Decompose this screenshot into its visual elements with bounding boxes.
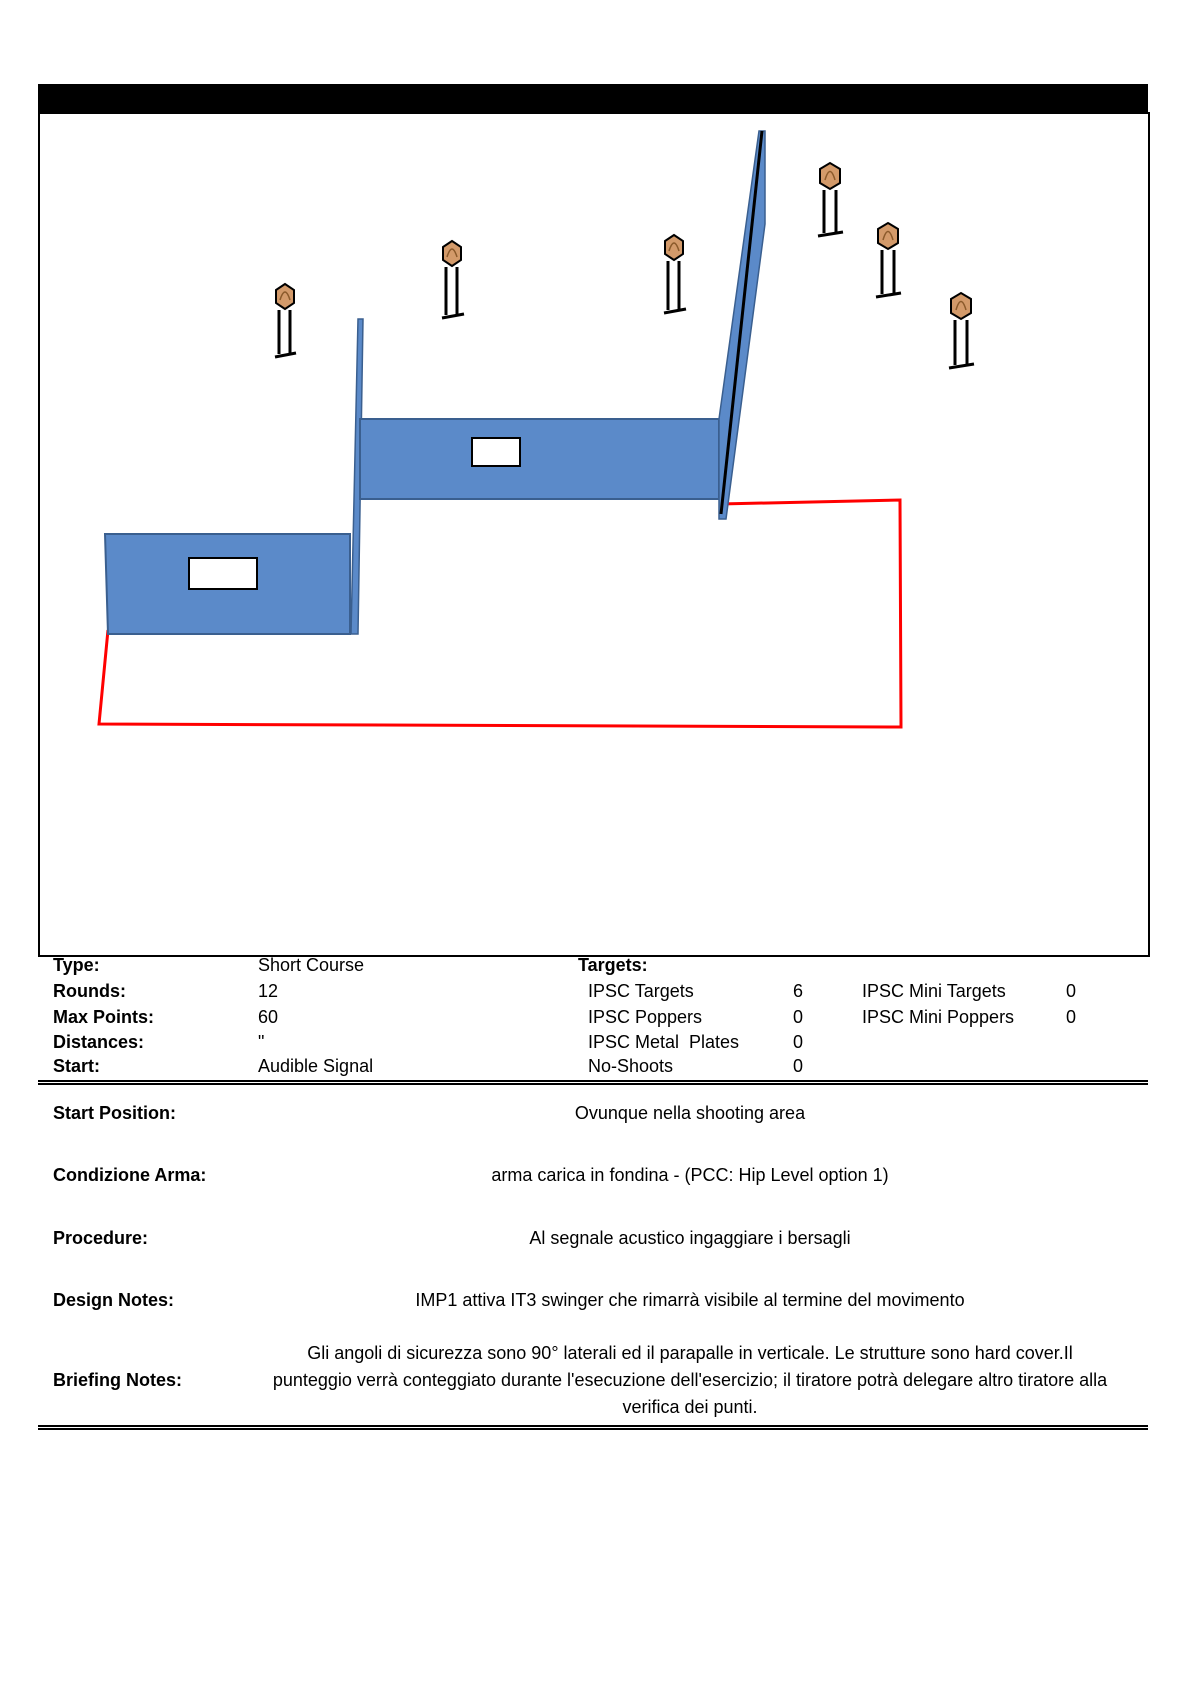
stage-diagram bbox=[38, 112, 1150, 957]
max-points-value: 60 bbox=[258, 1007, 279, 1027]
wall-port-left bbox=[189, 558, 257, 589]
max-points-label: Max Points: bbox=[53, 1007, 155, 1027]
stage-title-bar bbox=[38, 84, 1148, 112]
briefing-notes-value: Gli angoli di sicurezza sono 90° laterali ed il parapalle in verticale. Le strutture sono hard cover.Il punteggio verrà conteggiato durante l'esecuzione dell'esercizio; il tiratore potrà delegare altro tiratore alla verifica dei punti. bbox=[272, 1343, 1108, 1417]
condizione-arma-label: Condizione Arma: bbox=[53, 1165, 207, 1185]
condizione-arma-value: arma carica in fondina - (PCC: Hip Level option 1) bbox=[491, 1165, 889, 1185]
target-1 bbox=[275, 284, 296, 357]
rounds-value: 12 bbox=[258, 981, 279, 1001]
distances-label: Distances: bbox=[53, 1032, 145, 1052]
ipsc-mini-targets-value: 0 bbox=[1066, 981, 1077, 1001]
procedure-value: Al segnale acustico ingaggiare i bersagli bbox=[529, 1228, 851, 1248]
wall-port-middle bbox=[472, 438, 520, 466]
target-3 bbox=[664, 235, 686, 313]
wall-middle bbox=[360, 419, 719, 499]
wall-right bbox=[719, 131, 765, 519]
ipsc-mini-poppers-value: 0 bbox=[1066, 1007, 1077, 1027]
type-label: Type: bbox=[53, 955, 100, 975]
distances-value: " bbox=[258, 1032, 265, 1052]
no-shoots-label: No-Shoots bbox=[588, 1056, 674, 1076]
start-value: Audible Signal bbox=[258, 1056, 374, 1076]
target-2 bbox=[442, 241, 464, 318]
targets-heading: Targets: bbox=[578, 955, 648, 975]
ipsc-poppers-value: 0 bbox=[793, 1007, 804, 1027]
briefing-notes-label: Briefing Notes: bbox=[53, 1370, 183, 1390]
ipsc-mini-targets-label: IPSC Mini Targets bbox=[862, 981, 1006, 1001]
start-position-value: Ovunque nella shooting area bbox=[574, 1103, 806, 1123]
type-value: Short Course bbox=[258, 955, 365, 975]
procedure-label: Procedure: bbox=[53, 1228, 149, 1248]
design-notes-value: IMP1 attiva IT3 swinger che rimarrà visibile al termine del movimento bbox=[415, 1290, 965, 1310]
target-5 bbox=[876, 223, 901, 297]
ipsc-targets-label: IPSC Targets bbox=[588, 981, 694, 1001]
summary-divider bbox=[38, 1080, 1148, 1085]
target-6 bbox=[949, 293, 974, 368]
details-divider bbox=[38, 1425, 1148, 1430]
start-position-label: Start Position: bbox=[53, 1103, 177, 1123]
ipsc-metal-plates-label: IPSC Metal Plates bbox=[588, 1032, 740, 1052]
start-label: Start: bbox=[53, 1056, 101, 1076]
wall-left bbox=[105, 534, 350, 634]
no-shoots-value: 0 bbox=[793, 1056, 804, 1076]
target-4 bbox=[818, 163, 843, 236]
design-notes-label: Design Notes: bbox=[53, 1290, 175, 1310]
ipsc-metal-plates-value: 0 bbox=[793, 1032, 804, 1052]
ipsc-mini-poppers-label: IPSC Mini Poppers bbox=[862, 1007, 1015, 1027]
rounds-label: Rounds: bbox=[53, 981, 126, 1001]
stage-diagram-svg bbox=[40, 114, 1148, 955]
ipsc-poppers-label: IPSC Poppers bbox=[588, 1007, 703, 1027]
ipsc-targets-value: 6 bbox=[793, 981, 804, 1001]
